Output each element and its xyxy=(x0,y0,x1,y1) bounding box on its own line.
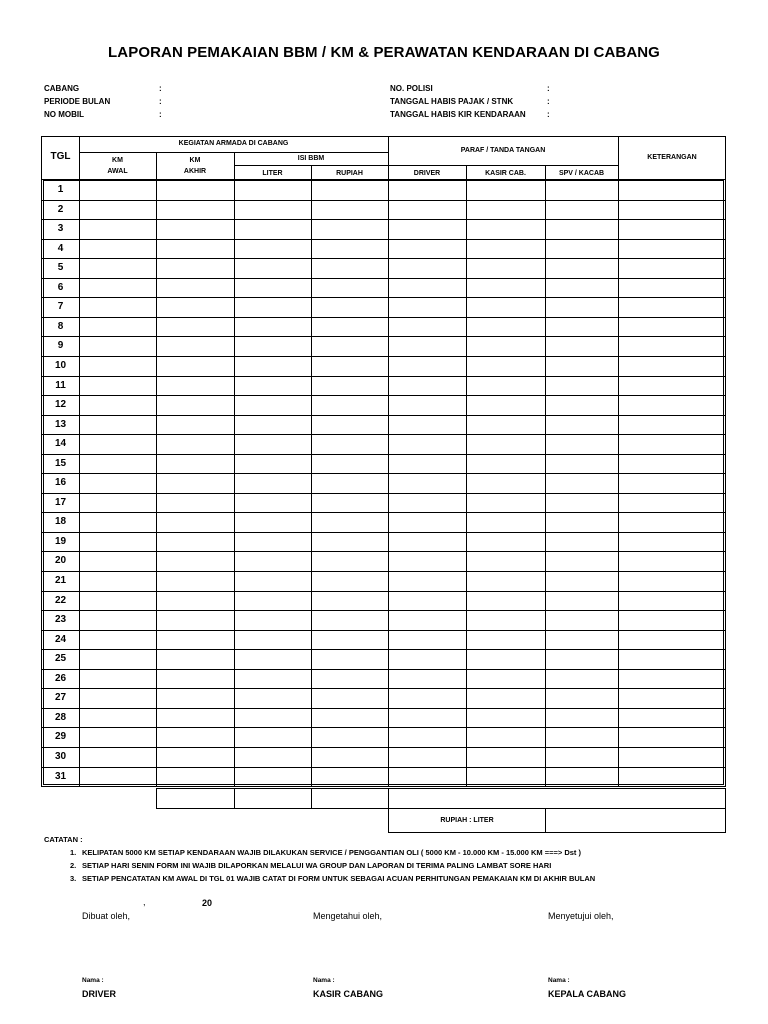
header-liter: LITER xyxy=(262,170,283,177)
info-right xyxy=(390,84,590,124)
row-number: 18 xyxy=(54,516,67,527)
info-colon: : xyxy=(159,84,162,93)
notes-heading: CATATAN : xyxy=(44,835,83,844)
rupiah-liter-value-cell[interactable] xyxy=(545,808,726,833)
sign-menyetujui: Menyetujui oleh, xyxy=(548,911,614,921)
header-tgl: TGL xyxy=(50,151,71,162)
sign-dibuat: Dibuat oleh, xyxy=(82,911,131,921)
row-number: 5 xyxy=(57,262,64,273)
note-num-2: 2. xyxy=(70,861,77,870)
sign-role-driver: DRIVER xyxy=(82,989,117,999)
row-number: 19 xyxy=(54,536,67,547)
header-km-awal-1: KM xyxy=(112,157,123,164)
row-number: 2 xyxy=(57,204,64,215)
info-colon: : xyxy=(159,97,162,106)
note-num-1: 1. xyxy=(70,848,77,857)
info-colon: : xyxy=(547,84,550,93)
info-label-pajak: TANGGAL HABIS PAJAK / STNK xyxy=(390,97,514,106)
header-km-akhir-2: AKHIR xyxy=(183,168,207,175)
row-number: 24 xyxy=(54,634,67,645)
row-number: 6 xyxy=(57,282,64,293)
row-number: 10 xyxy=(54,360,67,371)
row-number: 9 xyxy=(57,340,64,351)
sign-year: 20 xyxy=(202,898,213,908)
info-label-kir: TANGGAL HABIS KIR KENDARAAN xyxy=(390,110,526,119)
row-number: 26 xyxy=(54,673,67,684)
header-kasir: KASIR CAB. xyxy=(485,170,526,177)
header-driver: DRIVER xyxy=(413,170,441,177)
info-left xyxy=(44,84,244,124)
grid-line xyxy=(388,165,618,166)
table-inner-border xyxy=(43,180,724,785)
row-number: 14 xyxy=(54,438,67,449)
row-number: 22 xyxy=(54,595,67,606)
row-number: 7 xyxy=(57,301,64,312)
page-title: LAPORAN PEMAKAIAN BBM / KM & PERAWATAN KENDARAAN DI CABANG xyxy=(108,44,660,61)
row-number: 30 xyxy=(54,751,67,762)
row-number: 15 xyxy=(54,458,67,469)
row-number: 25 xyxy=(54,653,67,664)
header-isi-bbm: ISI BBM xyxy=(297,155,325,162)
row-number: 29 xyxy=(54,731,67,742)
note-text-3: SETIAP PENCATATAN KM AWAL DI TGL 01 WAJIB CATAT DI FORM UNTUK SEBAGAI ACUAN PERHITUNGAN PEMAKAIAN KM DI AKHIR BULAN xyxy=(82,874,596,883)
note-text-2: SETIAP HARI SENIN FORM INI WAJIB DILAPORKAN MELALUI WA GROUP DAN LAPORAN DI TERIMA PALING LAMBAT SORE HARI xyxy=(82,861,552,870)
sign-nama-kepala: Nama : xyxy=(548,977,570,984)
row-number: 23 xyxy=(54,614,67,625)
total-rupiah-cell[interactable] xyxy=(311,788,389,809)
row-number: 31 xyxy=(54,771,67,782)
sign-role-kepala: KEPALA CABANG xyxy=(548,989,626,999)
row-number: 12 xyxy=(54,399,67,410)
info-colon: : xyxy=(547,97,550,106)
row-number: 20 xyxy=(54,555,67,566)
info-label-periode: PERIODE BULAN xyxy=(44,97,111,106)
row-number: 3 xyxy=(57,223,64,234)
row-number: 28 xyxy=(54,712,67,723)
sign-nama-driver: Nama : xyxy=(82,977,104,984)
row-number: 17 xyxy=(54,497,67,508)
info-colon: : xyxy=(159,110,162,119)
header-km-awal-2: AWAL xyxy=(107,168,128,175)
info-label-cabang: CABANG xyxy=(44,84,80,93)
row-number: 13 xyxy=(54,419,67,430)
header-kegiatan: KEGIATAN ARMADA DI CABANG xyxy=(178,140,289,147)
info-label-no-polisi: NO. POLISI xyxy=(390,84,433,93)
row-number: 8 xyxy=(57,321,64,332)
sign-role-kasir: KASIR CABANG xyxy=(313,989,384,999)
sign-nama-kasir: Nama : xyxy=(313,977,335,984)
header-km-akhir-1: KM xyxy=(189,157,201,164)
info-label-no-mobil: NO MOBIL xyxy=(44,110,84,119)
rupiah-liter-label: RUPIAH : LITER xyxy=(440,817,494,824)
header-paraf: PARAF / TANDA TANGAN xyxy=(460,147,546,154)
total-blank-cell[interactable] xyxy=(388,788,726,809)
row-number: 16 xyxy=(54,477,67,488)
row-number: 27 xyxy=(54,692,67,703)
row-number: 1 xyxy=(57,184,64,195)
header-spv: SPV / KACAB xyxy=(558,170,605,177)
total-km-akhir-cell[interactable] xyxy=(156,788,235,809)
row-number: 4 xyxy=(57,243,64,254)
row-number: 21 xyxy=(54,575,67,586)
sign-place-comma: , xyxy=(143,897,146,907)
header-keterangan: KETERANGAN xyxy=(647,154,697,161)
row-number: 11 xyxy=(55,380,66,391)
sign-mengetahui: Mengetahui oleh, xyxy=(313,911,383,921)
note-text-1: KELIPATAN 5000 KM SETIAP KENDARAAN WAJIB DILAKUKAN SERVICE / PENGGANTIAN OLI ( 5000 KM - 10.000 KM - 15.000 KM ===> Dst ) xyxy=(82,848,581,857)
header-rupiah: RUPIAH xyxy=(336,170,363,177)
total-liter-cell[interactable] xyxy=(234,788,312,809)
info-colon: : xyxy=(547,110,550,119)
note-num-3: 3. xyxy=(70,874,77,883)
